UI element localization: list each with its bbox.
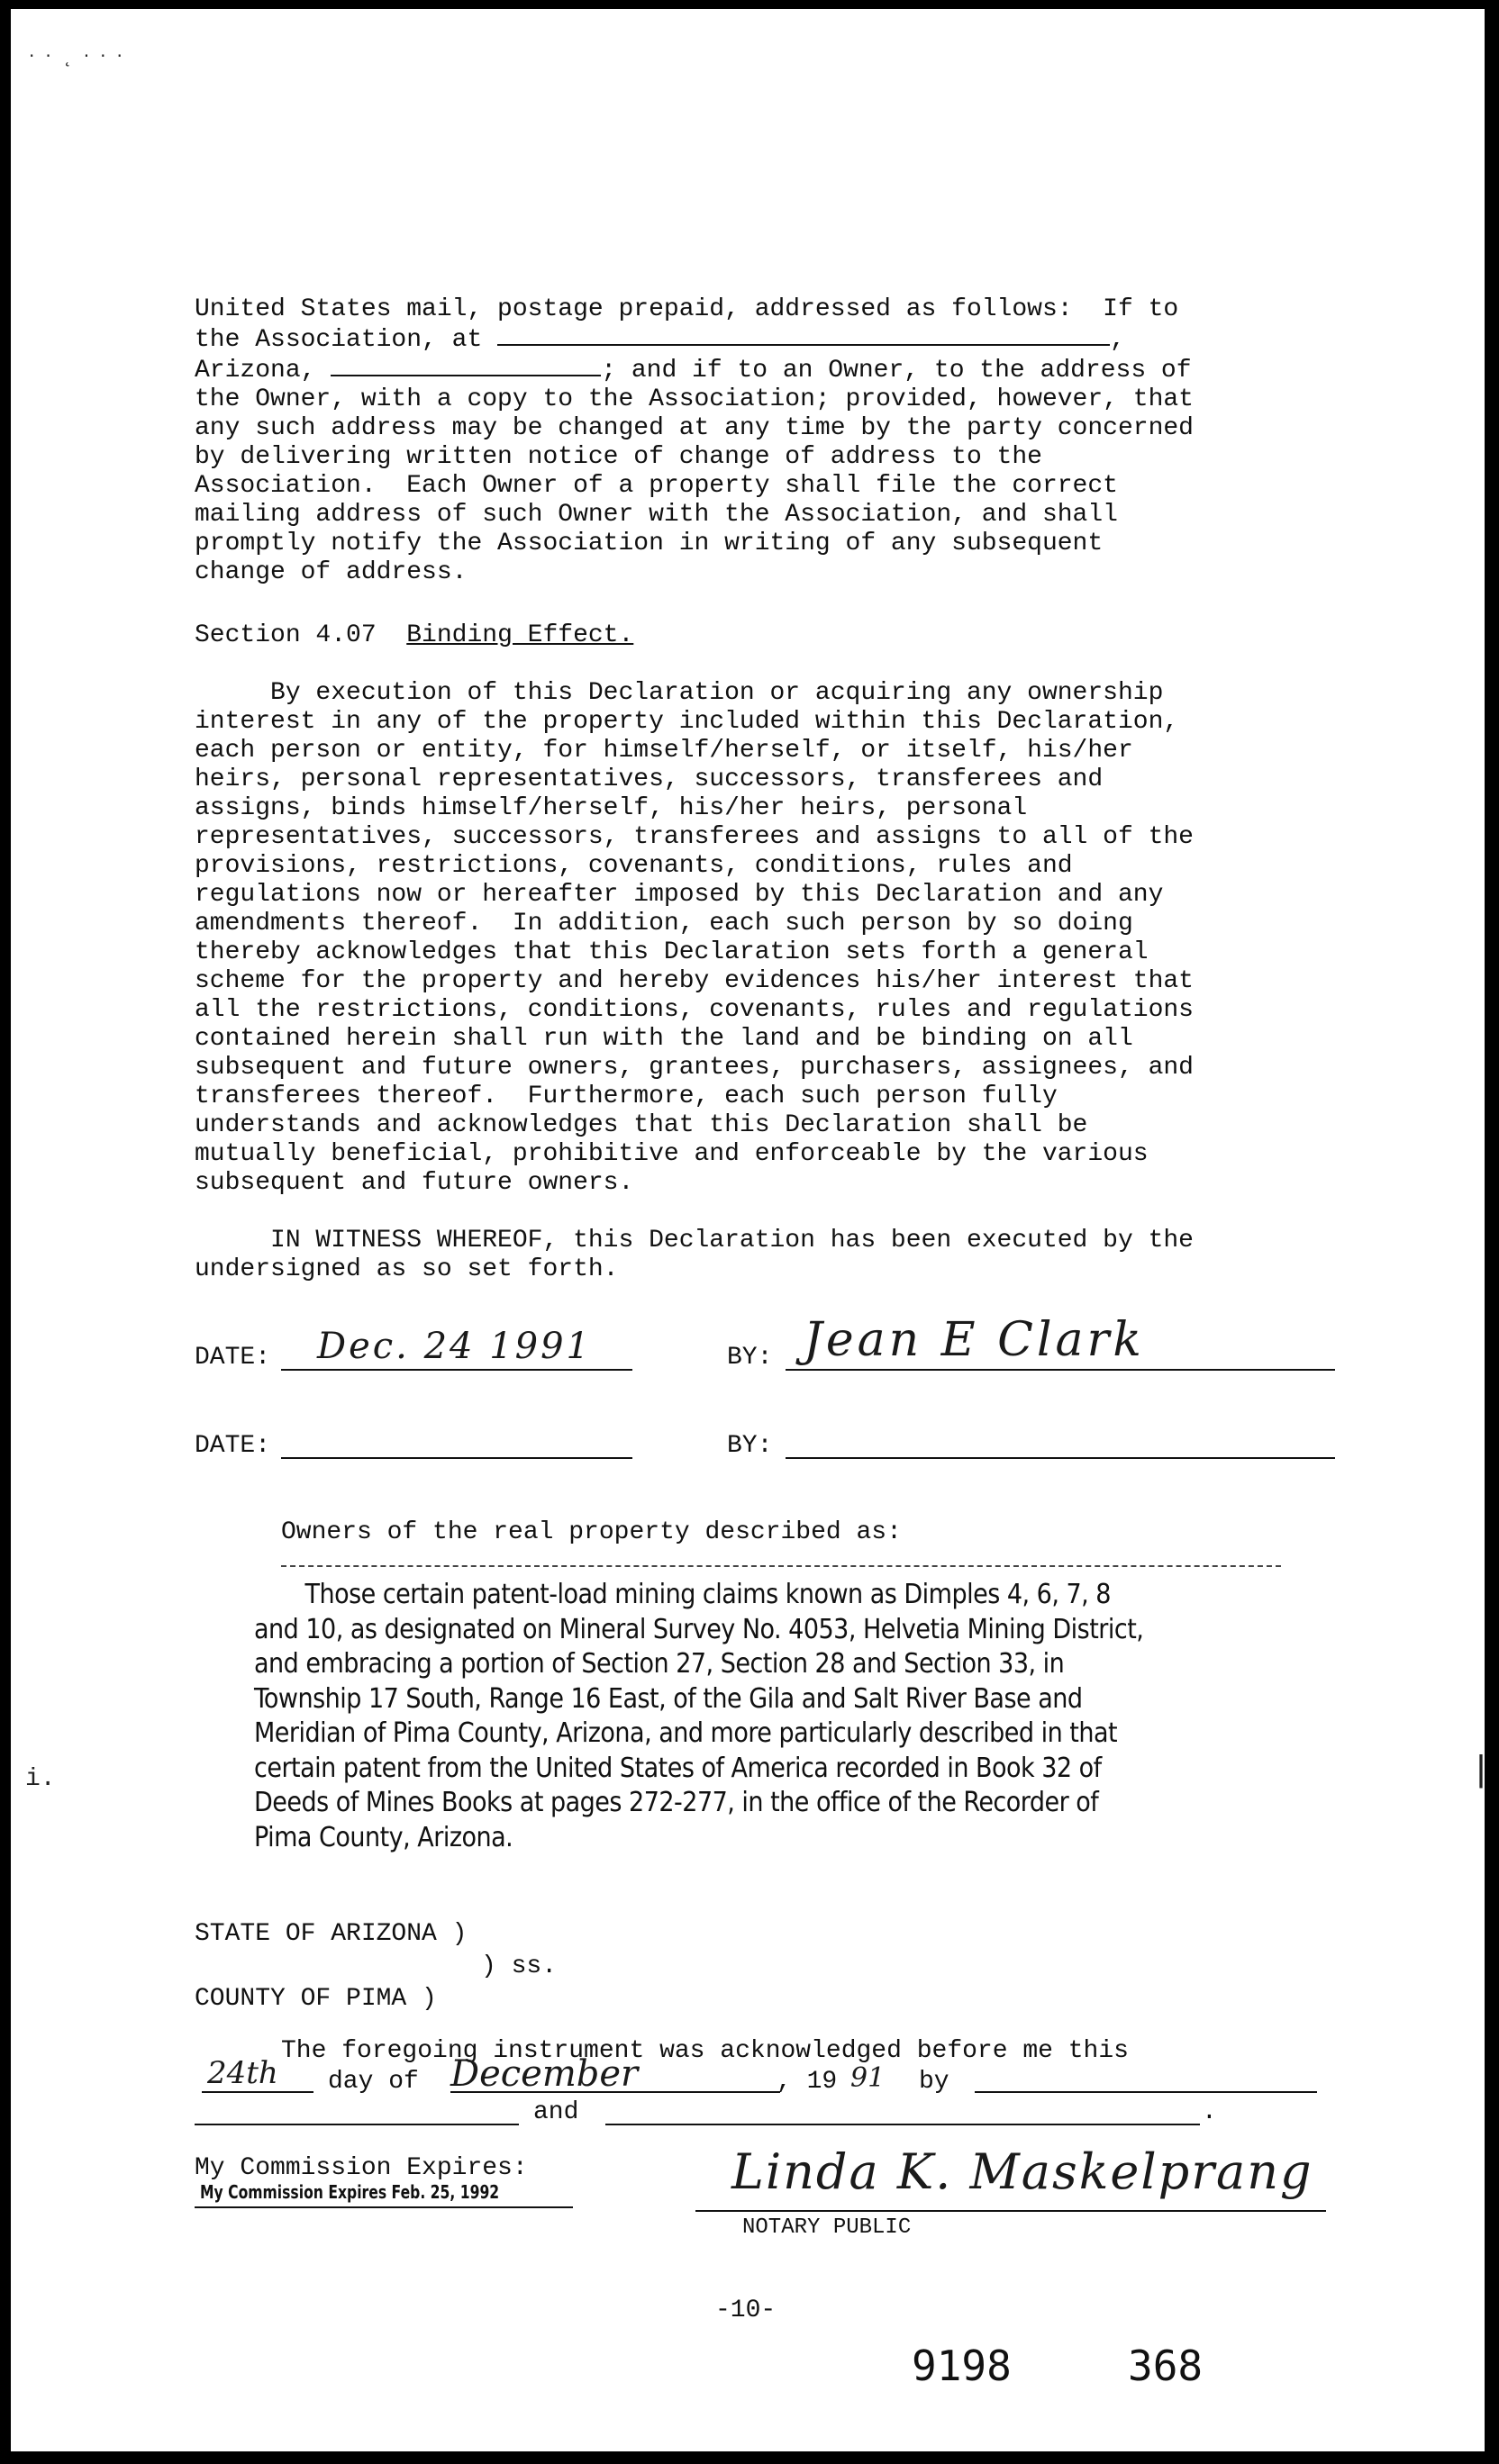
commission-stamp: My Commission Expires Feb. 25, 1992: [200, 2181, 500, 2203]
page-number: -10-: [715, 2296, 777, 2324]
notice-paragraph: [195, 295, 1348, 587]
binding-line: each person or entity, for himself/herself, or itself, his/her: [195, 737, 1133, 765]
legal-line: certain patent from the United States of America recorded in Book 32 of: [254, 1752, 1102, 1784]
ack-and: and: [533, 2098, 579, 2126]
section-number: Section 4.07: [195, 621, 377, 649]
notice-line-2: the Association, at ,: [195, 326, 1125, 354]
ack-by-line[interactable]: [975, 2091, 1317, 2093]
section-heading: [195, 621, 1348, 650]
owners-intro: Owners of the real property described as:: [281, 1518, 902, 1546]
by-label-2: BY:: [727, 1432, 773, 1460]
date-label-2: DATE:: [195, 1432, 271, 1460]
notary-signature: Linda K. Maskelprang: [731, 2143, 1313, 2200]
notice-line-10: change of address.: [195, 558, 468, 586]
legal-line: Pima County, Arizona.: [254, 1821, 513, 1853]
binding-line: understands and acknowledges that this Declaration shall be: [195, 1111, 1088, 1139]
binding-line: contained herein shall run with the land and be binding on all: [195, 1025, 1133, 1053]
legal-line: Those certain patent-load mining claims known as Dimples 4, 6, 7, 8: [254, 1579, 1111, 1610]
binding-line: mutually beneficial, prohibitive and enforceable by the various: [195, 1140, 1149, 1168]
acknowledgment-line-1: The foregoing instrument was acknowledged before me this: [281, 2037, 1129, 2065]
ack-year-handwritten: 91: [850, 2062, 886, 2094]
signature-1: Jean E Clark: [804, 1313, 1145, 1367]
scan-mark-left: i.: [25, 1765, 56, 1793]
scan-specks: ‧ ‧ ˛ ‧ ‧ ‧: [29, 48, 123, 68]
ack-day-of: day of: [328, 2068, 419, 2096]
venue-county: COUNTY OF PIMA ): [195, 1985, 437, 2013]
notice-line-8: mailing address of such Owner with the Association, and shall: [195, 501, 1118, 529]
date-label-1: DATE:: [195, 1344, 271, 1372]
notice-line-5: any such address may be changed at any time by the party concerned: [195, 414, 1194, 442]
notice-line-3: Arizona, ; and if to an Owner, to the address of: [195, 357, 1192, 385]
binding-line: representatives, successors, transferees and assigns to all of the: [195, 823, 1194, 851]
notice-line-4: the Owner, with a copy to the Association; provided, however, that: [195, 385, 1194, 413]
ack-by: by: [919, 2068, 949, 2096]
binding-line: By execution of this Declaration or acquiring any ownership: [195, 679, 1164, 707]
binding-line: regulations now or hereafter imposed by this Declaration and any: [195, 881, 1164, 909]
ack-month-line[interactable]: [450, 2091, 780, 2093]
signature-line-1[interactable]: [786, 1369, 1335, 1371]
binding-line: amendments thereof. In addition, each such person by so doing: [195, 910, 1133, 938]
date-line-2[interactable]: [281, 1457, 632, 1459]
legal-line: and embracing a portion of Section 27, Section 28 and Section 33, in: [254, 1648, 1065, 1680]
binding-line: subsequent and future owners.: [195, 1169, 634, 1197]
recording-docket: 9198: [912, 2342, 1012, 2390]
ack-month-handwritten: December: [450, 2053, 639, 2095]
scan-mark-right: |: [1470, 1752, 1493, 1792]
binding-line: thereby acknowledges that this Declaration sets forth a general: [195, 938, 1149, 966]
legal-description: [254, 1578, 1290, 1855]
binding-line: assigns, binds himself/herself, his/her heirs, personal: [195, 794, 1028, 822]
binding-line: transferees thereof. Furthermore, each such person fully: [195, 1083, 1058, 1110]
binding-line: all the restrictions, conditions, covenants, rules and regulations: [195, 996, 1194, 1024]
ack-name-line-2[interactable]: [605, 2124, 1200, 2125]
witness-line-2: undersigned as so set forth.: [195, 1255, 619, 1283]
document-page: [11, 9, 1493, 2451]
legal-line: Township 17 South, Range 16 East, of the Gila and Salt River Base and: [254, 1682, 1083, 1715]
binding-effect-paragraph: [195, 679, 1348, 1198]
ack-period: .: [1202, 2098, 1217, 2126]
notice-line-7: Association. Each Owner of a property shall file the correct: [195, 472, 1118, 500]
ack-year-prefix: , 19: [777, 2068, 838, 2096]
date-1-handwritten: Dec. 24 1991: [317, 1326, 592, 1367]
binding-line: interest in any of the property included within this Declaration,: [195, 708, 1179, 736]
ack-name-line-1[interactable]: [195, 2124, 519, 2125]
legal-line: Deeds of Mines Books at pages 272-277, in the office of the Recorder of: [254, 1787, 1099, 1818]
notary-label: NOTARY PUBLIC: [742, 2215, 912, 2240]
venue-state: STATE OF ARIZONA ): [195, 1920, 468, 1948]
section-title: Binding Effect.: [406, 621, 634, 649]
recording-page: 368: [1128, 2342, 1204, 2390]
signature-line-2[interactable]: [786, 1457, 1335, 1459]
ack-day-handwritten: 24th: [207, 2055, 278, 2091]
date-line-1[interactable]: [281, 1369, 632, 1371]
commission-label: My Commission Expires:: [195, 2154, 528, 2182]
commission-line[interactable]: [195, 2206, 573, 2208]
ack-day-line[interactable]: [202, 2091, 313, 2093]
legal-line: Meridian of Pima County, Arizona, and more particularly described in that: [254, 1717, 1118, 1749]
notice-line-9: promptly notify the Association in writing of any subsequent: [195, 530, 1104, 557]
venue-ss: ) ss.: [481, 1952, 558, 1980]
by-label-1: BY:: [727, 1344, 773, 1372]
legal-line: and 10, as designated on Mineral Survey No. 4053, Helvetia Mining District,: [254, 1613, 1144, 1645]
binding-line: heirs, personal representatives, successors, transferees and: [195, 765, 1104, 793]
witness-line-1: IN WITNESS WHEREOF, this Declaration has been executed by the: [195, 1227, 1194, 1255]
notice-line-1: United States mail, postage prepaid, addressed as follows: If to: [195, 295, 1179, 323]
binding-line: subsequent and future owners, grantees, purchasers, assignees, and: [195, 1054, 1194, 1082]
binding-line: scheme for the property and hereby evidences his/her interest that: [195, 967, 1194, 995]
owners-line: [281, 1565, 1281, 1567]
binding-line: provisions, restrictions, covenants, conditions, rules and: [195, 852, 1073, 880]
witness-paragraph: [195, 1227, 1348, 1284]
notary-signature-line[interactable]: [695, 2210, 1326, 2212]
notice-line-6: by delivering written notice of change of address to the: [195, 443, 1042, 471]
